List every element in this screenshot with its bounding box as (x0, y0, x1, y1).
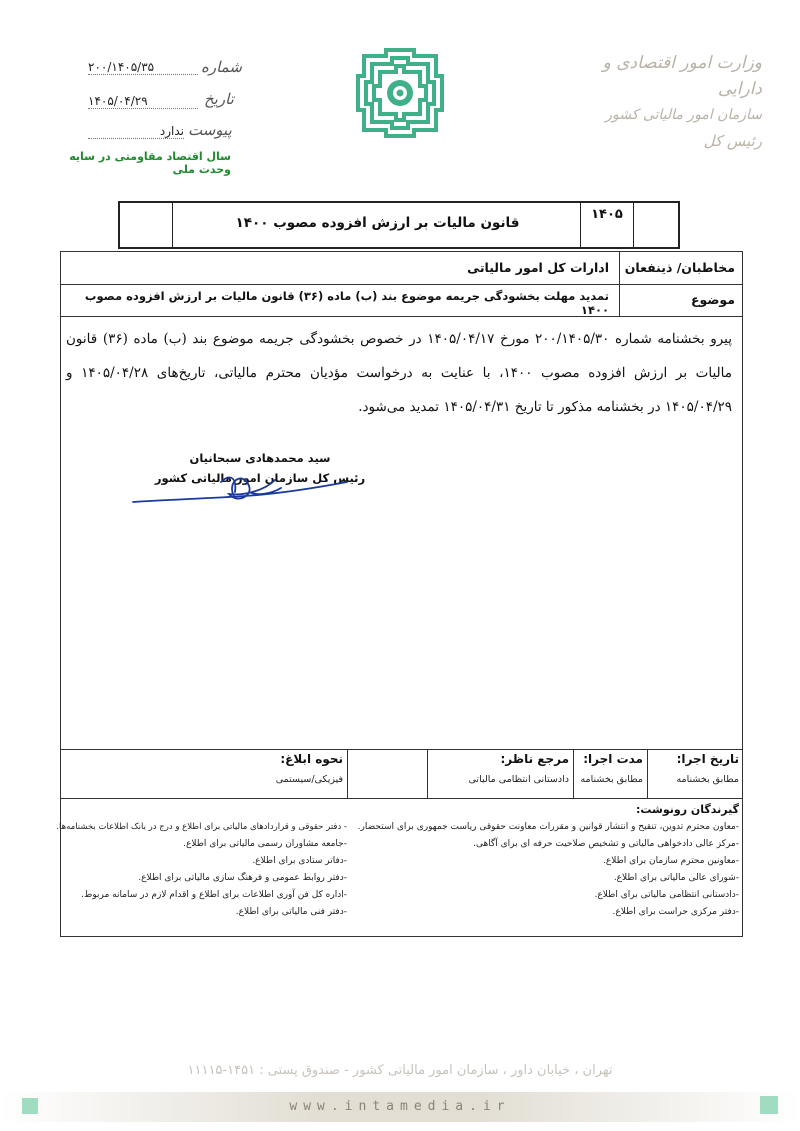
supervisor-label: مرجع ناظر: (500, 752, 569, 766)
handwritten-signature (125, 452, 355, 514)
recipient-item: -دادستانی انتظامی مالیاتی برای اطلاع. (594, 890, 739, 900)
document-title: قانون مالیات بر ارزش افزوده مصوب ۱۴۰۰ (235, 215, 520, 231)
recipient-item: -دفاتر ستادی برای اطلاع. (252, 856, 347, 866)
date-value: ۱۴۰۵/۰۴/۲۹ (88, 94, 198, 109)
date-label: تاریخ (204, 90, 234, 108)
title-box-divider (172, 203, 173, 247)
recipients-right-column (357, 822, 739, 924)
circular-body (66, 322, 732, 424)
title-box-divider (580, 203, 581, 247)
exec-date-label: تاریخ اجرا: (676, 752, 739, 766)
signer-name: سید محمدهادی سبحانیان (189, 451, 331, 465)
head-title: رئیس کل (703, 132, 762, 150)
body-line: پیرو بخشنامه شماره ۲۰۰/۱۴۰۵/۳۰ مورخ ۱۴۰۵/۰۴/۱۷ در خصوص بخشودگی جریمه موضوع بند (ب) ماده (۳۶) قانون (66, 331, 732, 347)
subject-label: موضوع (690, 292, 735, 307)
recipient-item: -دفتر فنی مالیاتی برای اطلاع. (235, 907, 347, 917)
tax-organization-logo-icon (356, 46, 444, 140)
exec-date-value: مطابق بخشنامه (676, 774, 739, 785)
footer-square-left (22, 1098, 38, 1114)
footer-website: www.intamedia.ir (289, 1099, 511, 1114)
subject-value: تمدید مهلت بخشودگی جریمه موضوع بند (ب) ماده (۳۶) قانون مالیات بر ارزش افزوده مصوب ۱۴۰۰ (84, 289, 609, 317)
supervisor-value: دادستانی انتظامی مالیاتی (468, 774, 569, 785)
body-line: ۱۴۰۵/۰۴/۲۹ در بخشنامه مذکور تا تاریخ ۱۴۰۵/۰۴/۳۱ تمدید می‌شود. (358, 399, 732, 415)
addressee-label: مخاطبان/ ذینفعان (624, 260, 735, 275)
attachment-value: ندارد (88, 124, 184, 139)
attachment-label: پیوست (188, 121, 232, 139)
recipient-item: -دفتر روابط عمومی و فرهنگ سازی مالیاتی برای اطلاع. (138, 873, 347, 883)
title-box-divider (633, 203, 634, 247)
recipient-item: -دفتر مرکزی حراست برای اطلاع. (612, 907, 739, 917)
recipients-left-column (56, 822, 347, 924)
recipients-label: گیرندگان رونوشت: (635, 803, 739, 816)
recipient-item: - دفتر حقوقی و قراردادهای مالیاتی برای اطلاع و درج در بانک اطلاعات بخشنامه‌ها. (56, 822, 347, 832)
title-box (118, 201, 680, 249)
recipient-item: -جامعه مشاوران رسمی مالیاتی برای اطلاع. (183, 839, 347, 849)
organization-name: سازمان امور مالیاتی کشور (605, 107, 762, 123)
recipient-item: -شورای عالی مالیاتی برای اطلاع. (613, 873, 739, 883)
duration-value: مطابق بخشنامه (580, 774, 643, 785)
notice-method-label: نحوه ابلاغ: (280, 752, 343, 766)
footer-square-right (760, 1096, 778, 1114)
recipient-item: -اداره کل فن آوری اطلاعات برای اطلاع و اقدام لازم در سامانه مربوط. (81, 890, 347, 900)
document-year: ۱۴۰۵ (591, 207, 623, 222)
footer-address: تهران ، خیابان داور ، سازمان امور مالیاتی کشور - صندوق پستی : ۱۴۵۱-۱۱۱۱۵ (187, 1063, 613, 1078)
slogan: سال اقتصاد مقاومتی در سایه وحدت ملی (69, 150, 231, 176)
recipient-item: -معاون محترم تدوین، تنقیح و انتشار قوانین و مقررات معاونت حقوقی ریاست جمهوری برای استحضار. (357, 822, 739, 832)
duration-label: مدت اجرا: (583, 752, 643, 766)
recipient-item: -معاونین محترم سازمان برای اطلاع. (603, 856, 739, 866)
number-value: ۲۰۰/۱۴۰۵/۳۵ (88, 60, 198, 75)
number-label: شماره (201, 58, 242, 76)
ministry-header (592, 50, 762, 154)
addressee-value: ادارات کل امور مالیاتی (467, 260, 609, 275)
notice-method-value: فیزیکی/سیستمی (275, 774, 343, 785)
ministry-name: وزارت امور اقتصادی و دارایی (602, 53, 762, 99)
body-line: مالیات بر ارزش افزوده مصوب ۱۴۰۰، با عنایت به درخواست مؤدیان محترم مالیاتی، تاریخ‌های ۱۴۰۵/۰۴/۲۸ و (66, 365, 733, 381)
recipient-item: -مرکز عالی دادخواهی مالیاتی و تشخیص صلاحیت حرفه ای برای آگاهی. (473, 839, 739, 849)
signer-title: رئیس کل سازمان امور مالیاتی کشور (154, 471, 366, 485)
